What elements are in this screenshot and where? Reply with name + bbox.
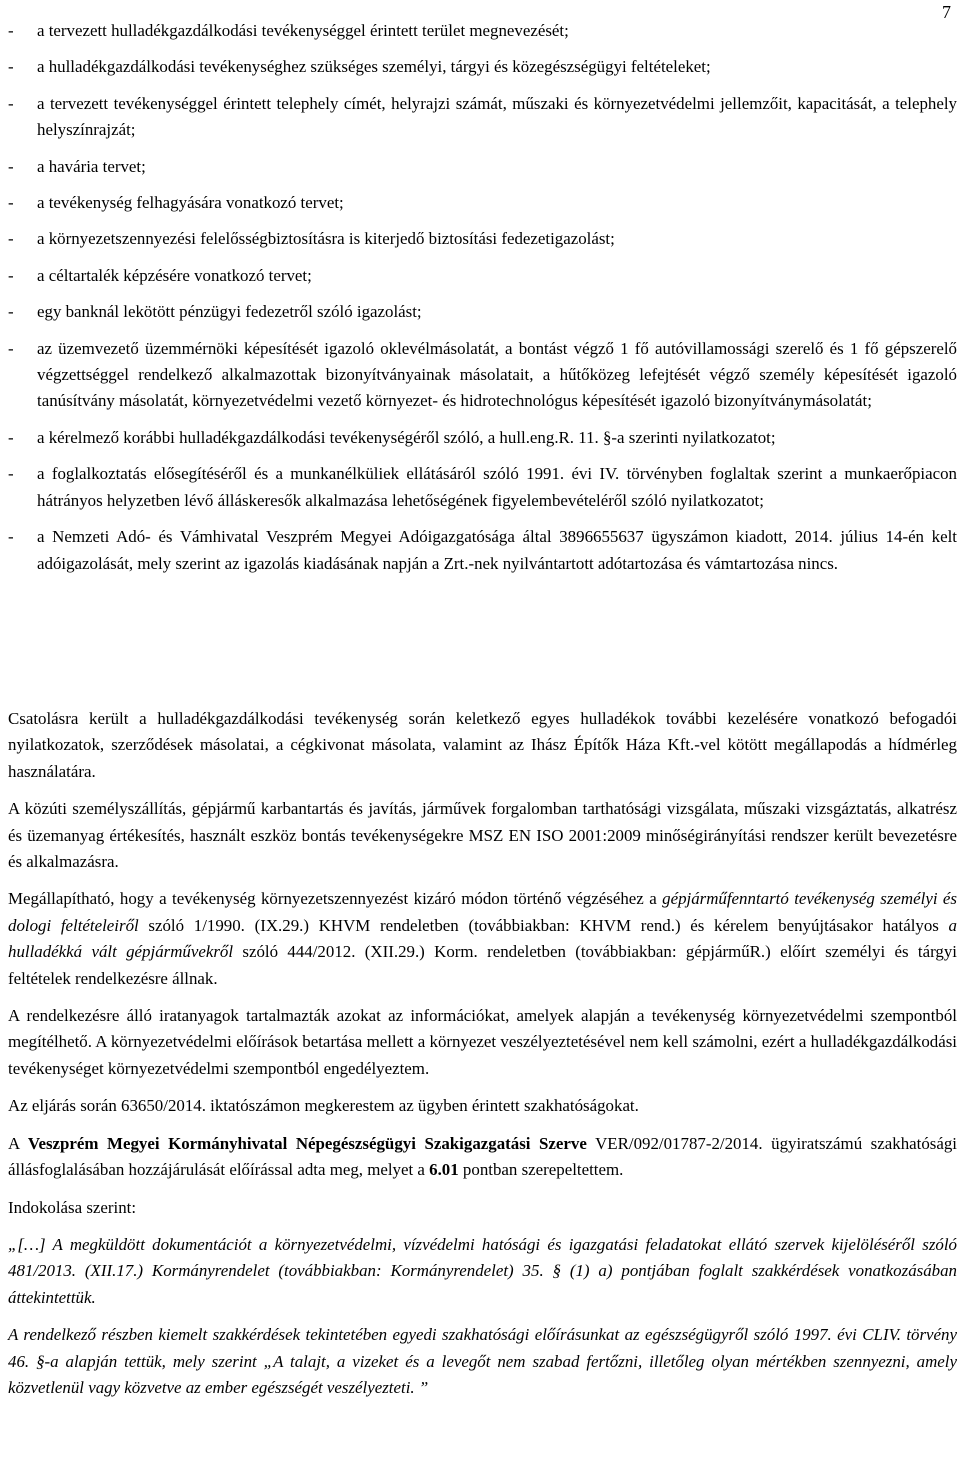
quote-text: „[…] A megküldött dokumentációt a környezetvédelmi, vízvédelmi hatósági és igazgatási feladatokat ellátó szervek kijelöléséről szóló 481/2013. (XII.17.) Kormányrendelet (továbbiakban: Kormányrendelet) 35. § (1) a) pontjában foglalt szakkérdések vonatkozásában áttekintettük.: [8, 1234, 957, 1307]
list-item: [8, 299, 957, 325]
paragraph-conditions: [8, 886, 957, 992]
bold-authority-name: Veszprém Megyei Kormányhivatal Népegészségügyi Szakigazgatási Szerve: [27, 1133, 587, 1153]
italic-title: a hulladékká vált gépjárművekről: [8, 915, 957, 962]
text-run: VER/092/01787-2/2014. ügyiratszámú szakhatósági állásfoglalásában hozzájárulását előírással adta meg, melyet a: [8, 1133, 957, 1180]
list-dash: -: [8, 21, 14, 40]
list-dash: -: [8, 156, 14, 176]
list-item-text: a tervezett hulladékgazdálkodási tevékenységgel érintett terület megnevezését;: [37, 21, 569, 40]
list-item-text: a Nemzeti Adó- és Vámhivatal Veszprém Megyei Adóigazgatósága által 3896655637 ügyszámon kiadott, 2014. július 14-én kelt adóigazolását, mely szerint az igazolás kiadásának napján a Zrt.-nek nyilvántartott adótartozása és vámtartozása nincs.: [37, 527, 957, 573]
list-dash: -: [8, 229, 14, 249]
list-item: [8, 226, 957, 252]
quote-text: A rendelkező részben kiemelt szakkérdések tekintetében egyedi szakhatósági előírásunkat az egészségügyről szóló 1997. évi CLIV. törvény 46. §-a alapján tettük, mely szerint „A talajt, a vizeket és a levegőt nem szabad fertőzni, illetőleg olyan mértékben szennyezni, amely közvetlenül vagy közvetve az ember egészségét veszélyezteti. ”: [8, 1325, 957, 1397]
text-run: szóló 444/2012. (XII.29.) Korm. rendeletben (továbbiakban: gépjárműR.) előírt személyi és tárgyi feltételek rendelkezésre állnak.: [8, 942, 957, 988]
italic-title: gépjárműfenntartó tevékenység személyi és dologi feltételeiről: [8, 889, 958, 935]
list-item-text: a kérelmező korábbi hulladékgazdálkodási tevékenységéről szóló, a hull.eng.R. 11. §-a szerinti nyilatkozatot;: [37, 427, 776, 447]
list-item: [8, 263, 957, 289]
page-number: 7: [942, 2, 951, 22]
requirements-list: [8, 18, 957, 587]
quote-paragraph-2: [8, 1322, 957, 1401]
list-dash: -: [8, 464, 14, 484]
text-run: A: [8, 1133, 28, 1153]
paragraph-procedure: Az eljárás során 63650/2014. iktatószámon megkerestem az ügyben érintett szakhatóságokat.: [8, 1096, 639, 1116]
list-item-text: a tervezett tevékenységgel érintett telephely címét, helyrajzi számát, műszaki és környezetvédelmi jellemzőit, kapacitását, a telephely helyszínrajzát;: [37, 93, 957, 140]
list-dash: -: [8, 193, 14, 213]
list-dash: -: [8, 265, 14, 285]
list-item: [8, 190, 957, 216]
list-item: [8, 336, 957, 415]
text-run: szóló 1/1990. (IX.29.) KHVM rendeletben (továbbiakban: KHVM rend.) és kérelem benyújtásakor hatályos: [138, 915, 949, 935]
paragraph-attachments: Csatolásra került a hulladékgazdálkodási tevékenység során keletkező egyes hulladékok további kezelésére vonatkozó befogadói nyilatkozatok, szerződések másolatai, a cégkivonat másolata, valamint az Ihász Építők Háza Kft.-vel kötött megállapodás a hídmérleg használatára.: [8, 709, 957, 781]
list-item: [8, 54, 957, 80]
list-item: [8, 91, 957, 144]
list-item: [8, 154, 957, 180]
list-dash: -: [8, 427, 14, 447]
list-item-text: a környezetszennyezési felelősségbiztosításra is kiterjedő biztosítási fedezetigazolást;: [37, 229, 615, 249]
list-item: [8, 18, 957, 44]
list-item-text: a céltartalék képzésére vonatkozó tervet;: [37, 265, 312, 285]
list-dash: -: [8, 338, 14, 358]
document-body: [8, 706, 957, 1412]
list-item-text: az üzemvezető üzemmérnöki képesítését igazoló oklevélmásolatát, a bontást végző 1 fő autóvillamossági szerelő és 1 fő gépszerelő végzettséggel rendelkező alkalmazottak bizonyítványainak másolatait, a hűtőközeg lefejtését végző személy képesítését igazoló tanúsítvány másolatát, környezetvédelmi vezető környezet- és hidrotechnológus képesítését igazoló bizonyítványmásolatát;: [37, 338, 957, 411]
paragraph-authority: [8, 1131, 957, 1184]
list-dash: -: [8, 302, 14, 322]
list-item-text: a hulladékgazdálkodási tevékenységhez szükséges személyi, tárgyi és közegészségügyi feltételeket;: [37, 57, 711, 77]
list-dash: -: [8, 527, 14, 547]
list-item-text: a foglalkoztatás elősegítéséről és a munkanélküliek ellátásáról szóló 1991. évi IV. törvényben foglaltak szerint a munkaerőpiacon hátrányos helyzetben lévő álláskeresők alkalmazása lehetőségének figyelembevételéről szóló nyilatkozatot;: [37, 464, 957, 510]
list-item: [8, 425, 957, 451]
list-item-text: a havária tervet;: [37, 156, 146, 176]
list-item: [8, 524, 957, 577]
list-item: [8, 461, 957, 514]
bold-point-ref: 6.01: [429, 1160, 459, 1180]
paragraph-reasoning-label: Indokolása szerint:: [8, 1197, 137, 1217]
document-page: [8, 0, 957, 1484]
quote-paragraph-1: [8, 1232, 957, 1311]
paragraph-assessment: A rendelkezésre álló iratanyagok tartalmazták azokat az információkat, amelyek alapján a tevékenység környezetvédelmi szempontból megítélhető. A környezetvédelmi előírások betartása mellett a környezet veszélyeztetésével nem kell számolni, ezért a hulladékgazdálkodási tevékenységet környezetvédelmi szempontból engedélyeztem.: [8, 1006, 957, 1078]
list-item-text: egy banknál lekötött pénzügyi fedezetről szóló igazolást;: [37, 302, 422, 322]
text-run: pontban szerepeltettem.: [458, 1160, 624, 1180]
paragraph-quality-system: A közúti személyszállítás, gépjármű karbantartás és javítás, járművek forgalomban tarthatósági vizsgálata, műszaki vizsgáztatás, alkatrész és üzemanyag értékesítés, használt eszköz bontás tevékenységekre MSZ EN ISO 2001:2009 minőségirányítási rendszer került bevezetésre és alkalmazásra.: [8, 799, 957, 872]
list-dash: -: [8, 93, 14, 113]
text-run: Megállapítható, hogy a tevékenység környezetszennyezést kizáró módon történő végzéséhez a: [8, 889, 663, 909]
list-item-text: a tevékenység felhagyására vonatkozó tervet;: [37, 193, 344, 213]
list-dash: -: [8, 57, 14, 77]
